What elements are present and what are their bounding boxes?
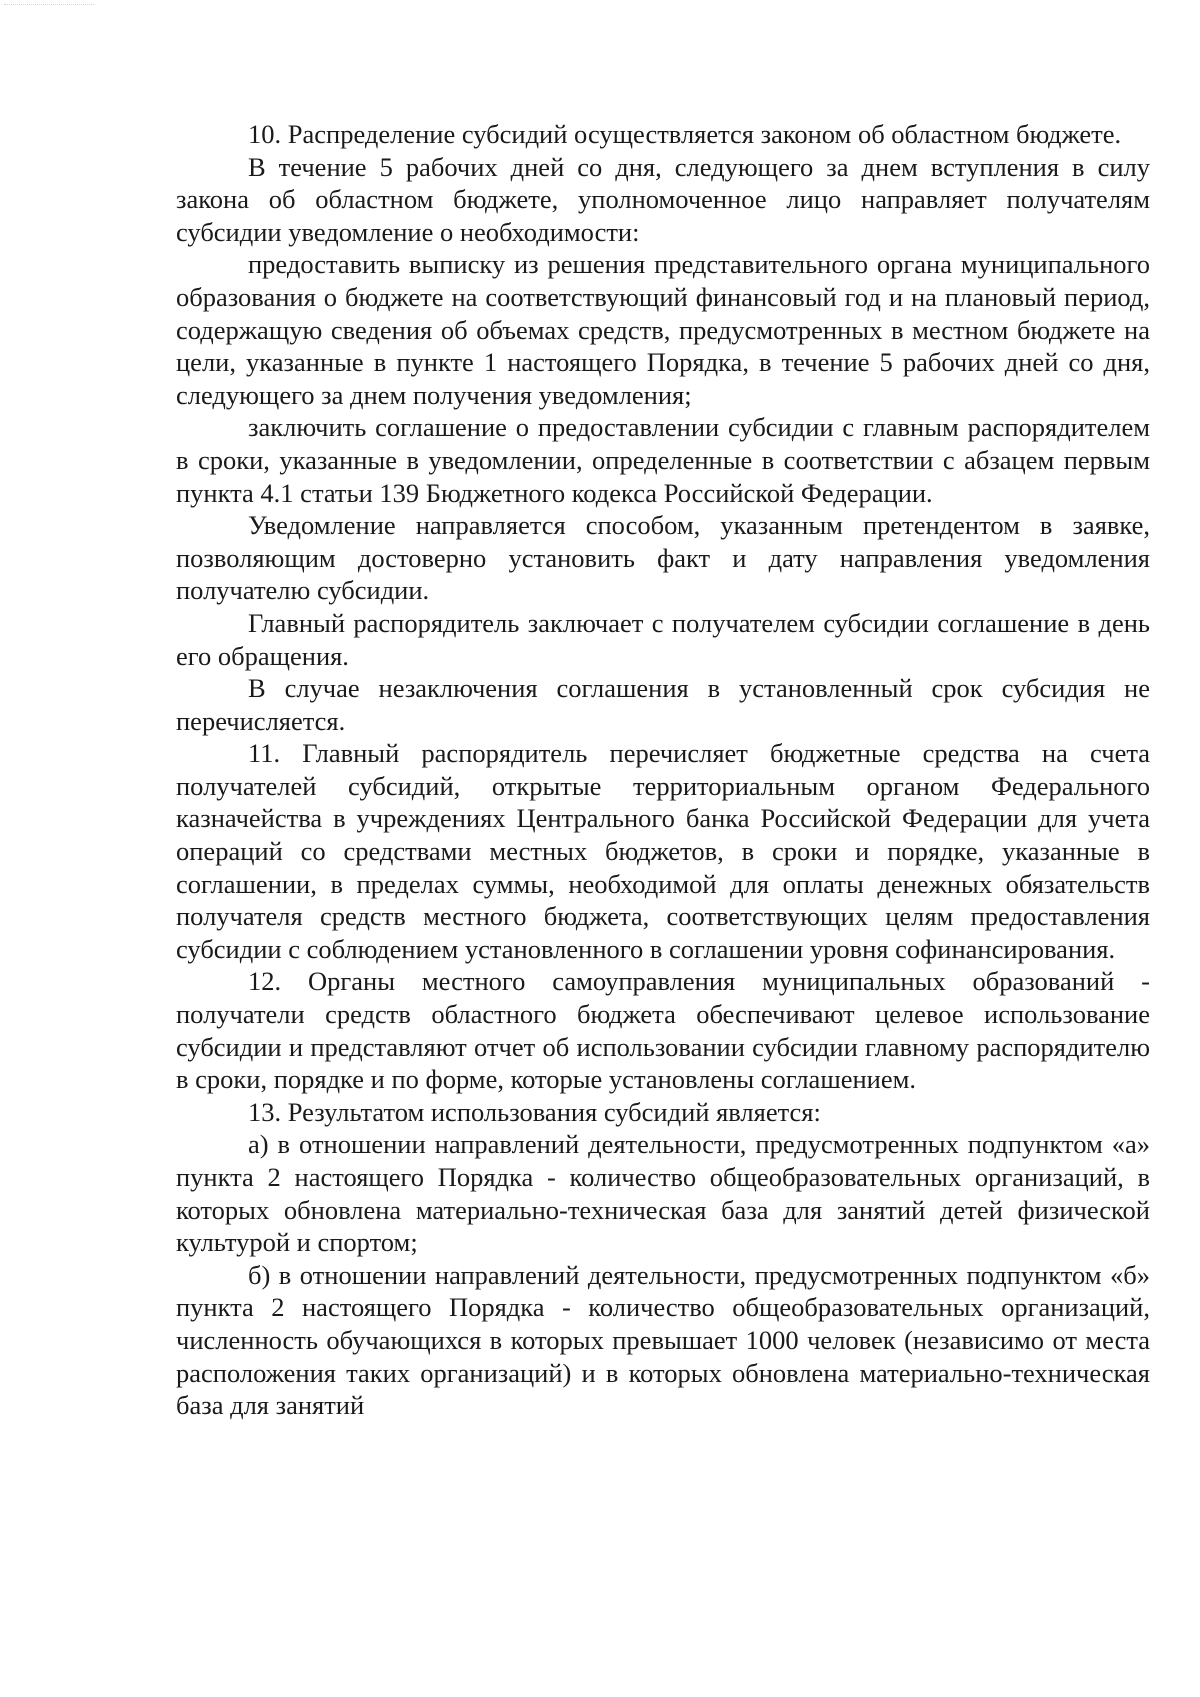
paragraph-conclude-agreement: заключить соглашение о предоставлении субсидии с главным распорядителем в сроки, указанные в уведомлении, определенные в соответствии с абзацем первым пункта 4.1 статьи 139 Бюджетного кодекса Российской Федерации.: [176, 412, 1150, 508]
paragraph-notification-deadline: В течение 5 рабочих дней со дня, следующего за днем вступления в силу закона об областном бюджете, уполномоченное лицо направляет получателям субсидии уведомление о необходимости:: [176, 151, 1150, 247]
paragraph-13-results: 13. Результатом использования субсидий является:: [248, 1096, 821, 1127]
paragraph-notification-method: Уведомление направляется способом, указанным претендентом в заявке, позволяющим достоверно установить факт и дату направления уведомления получателю субсидии.: [176, 510, 1150, 606]
paragraph-agreement-day: Главный распорядитель заключает с получателем субсидии соглашение в день его обращения.: [176, 607, 1150, 671]
paragraph-11-transfer: 11. Главный распорядитель перечисляет бюджетные средства на счета получателей субсидий, открытые территориальным органом Федерального казначейства в учреждениях Центрального банка Российской Федерации для учета операций со средствами местных бюджетов, в сроки и порядке, указанные в соглашении, в пределах суммы, необходимой для оплаты денежных обязательств получателя средств местного бюджета, соответствующих целям предоставления субсидии с соблюдением установленного в соглашении уровня софинансирования.: [176, 738, 1150, 964]
scan-artifact-mark: [4, 4, 94, 11]
document-body: [176, 118, 1150, 1422]
paragraph-non-conclusion: В случае незаключения соглашения в установленный срок субсидия не перечисляется.: [176, 673, 1150, 736]
paragraph-13a: а) в отношении направлений деятельности, предусмотренных подпунктом «а» пункта 2 настоящего Порядка - количество общеобразовательных организаций, в которых обновлена материально-техническая база для занятий детей физической культурой и спортом;: [176, 1129, 1150, 1258]
paragraph-12-reporting: 12. Органы местного самоуправления муниципальных образований - получатели средств областного бюджета обеспечивают целевое использование субсидии и представляют отчет об использовании субсидии главному распорядителю в сроки, порядке и по форме, которые установлены соглашением.: [176, 966, 1150, 1095]
paragraph-10-distribution: 10. Распределение субсидий осуществляется законом об областном бюджете.: [248, 119, 1122, 149]
paragraph-provide-extract: предоставить выписку из решения представительного органа муниципального образования о бюджете на соответствующий финансовый год и на плановый период, содержащую сведения об объемах средств, предусмотренных в местном бюджете на цели, указанные в пункте 1 настоящего Порядка, в течение 5 рабочих дней со дня, следующего за днем получения уведомления;: [176, 249, 1150, 410]
paragraph-13b: б) в отношении направлений деятельности, предусмотренных подпунктом «б» пункта 2 настоящего Порядка - количество общеобразовательных организаций, численность обучающихся в которых превышает 1000 человек (независимо от места расположения таких организаций) и в которых обновлена материально-техническая база для занятий: [176, 1259, 1150, 1421]
